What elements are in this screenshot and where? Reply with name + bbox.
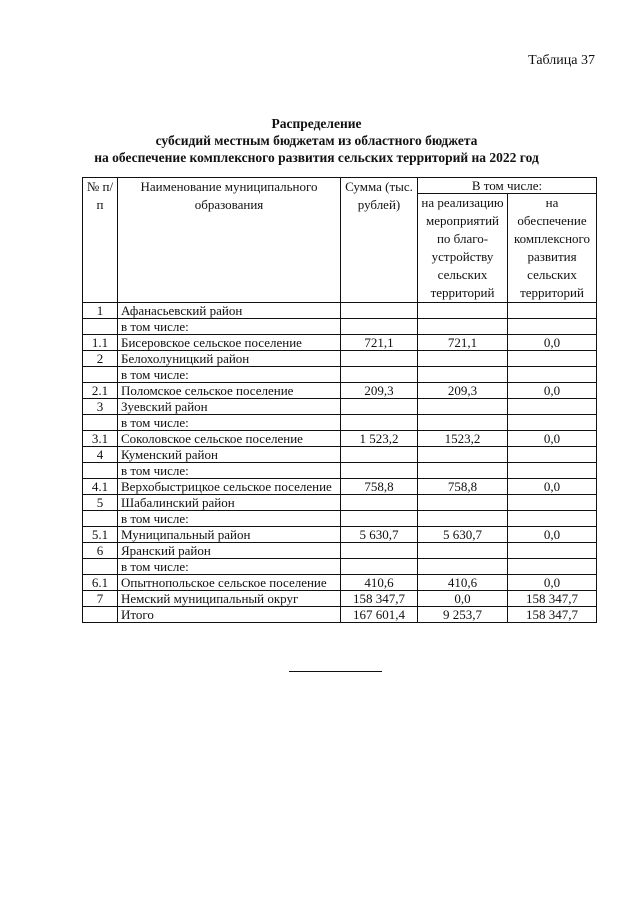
row-col-a	[418, 319, 508, 335]
end-divider-line	[289, 671, 382, 672]
row-col-a: 758,8	[418, 479, 508, 495]
row-col-b	[508, 463, 597, 479]
row-col-a: 5 630,7	[418, 527, 508, 543]
row-sum: 209,3	[341, 383, 418, 399]
row-col-b: 0,0	[508, 335, 597, 351]
row-name: в том числе:	[118, 463, 341, 479]
row-col-a: 209,3	[418, 383, 508, 399]
row-num	[83, 319, 118, 335]
row-col-b: 158 347,7	[508, 591, 597, 607]
row-col-a	[418, 351, 508, 367]
row-col-b	[508, 303, 597, 319]
row-col-a	[418, 447, 508, 463]
table-row	[83, 607, 597, 623]
table-number-label: Таблица 37	[528, 53, 595, 68]
header-name: Наименование муниципального образования	[118, 178, 341, 303]
row-col-a: 721,1	[418, 335, 508, 351]
table-row	[83, 559, 597, 575]
row-num	[83, 463, 118, 479]
row-name: Муниципальный район	[118, 527, 341, 543]
table-row	[83, 367, 597, 383]
row-sum: 1 523,2	[341, 431, 418, 447]
table-row	[83, 335, 597, 351]
title-line-3: на обеспечение комплексного развития сельских территорий на 2022 год	[94, 150, 539, 165]
header-col-b: на обеспечение комплексного развития сельских территорий	[508, 194, 597, 303]
row-col-b	[508, 447, 597, 463]
row-col-b	[508, 511, 597, 527]
row-name: Соколовское сельское поселение	[118, 431, 341, 447]
table-row	[83, 431, 597, 447]
table-row	[83, 351, 597, 367]
row-num: 5	[83, 495, 118, 511]
row-col-b	[508, 367, 597, 383]
row-sum	[341, 463, 418, 479]
table-row	[83, 527, 597, 543]
row-num: 3.1	[83, 431, 118, 447]
table-row	[83, 511, 597, 527]
row-sum	[341, 511, 418, 527]
row-name: Зуевский район	[118, 399, 341, 415]
table-row	[83, 575, 597, 591]
row-num	[83, 367, 118, 383]
row-sum: 158 347,7	[341, 591, 418, 607]
row-col-b	[508, 415, 597, 431]
row-name: Белохолуницкий район	[118, 351, 341, 367]
table-row	[83, 447, 597, 463]
row-sum: 721,1	[341, 335, 418, 351]
row-name: Немский муниципальный округ	[118, 591, 341, 607]
row-num: 1	[83, 303, 118, 319]
row-sum	[341, 415, 418, 431]
document-title	[0, 115, 633, 166]
row-name: Итого	[118, 607, 341, 623]
row-num	[83, 415, 118, 431]
row-num: 5.1	[83, 527, 118, 543]
row-col-a	[418, 559, 508, 575]
table-row	[83, 495, 597, 511]
row-col-a	[418, 463, 508, 479]
row-name: в том числе:	[118, 367, 341, 383]
row-num	[83, 607, 118, 623]
row-name: в том числе:	[118, 559, 341, 575]
row-name: Шабалинский район	[118, 495, 341, 511]
row-col-a: 1523,2	[418, 431, 508, 447]
row-col-a: 0,0	[418, 591, 508, 607]
row-col-a	[418, 367, 508, 383]
row-sum	[341, 303, 418, 319]
row-col-a	[418, 511, 508, 527]
row-col-a	[418, 399, 508, 415]
row-col-b	[508, 495, 597, 511]
row-name: Бисеровское сельское поселение	[118, 335, 341, 351]
row-col-b	[508, 399, 597, 415]
row-sum	[341, 319, 418, 335]
row-num: 1.1	[83, 335, 118, 351]
row-col-b: 158 347,7	[508, 607, 597, 623]
row-col-b: 0,0	[508, 527, 597, 543]
row-num: 6.1	[83, 575, 118, 591]
row-num: 3	[83, 399, 118, 415]
row-col-b: 0,0	[508, 575, 597, 591]
row-name: Поломское сельское поселение	[118, 383, 341, 399]
title-line-2: субсидий местным бюджетам из областного бюджета	[155, 133, 478, 148]
row-sum: 167 601,4	[341, 607, 418, 623]
table-row	[83, 303, 597, 319]
row-sum	[341, 447, 418, 463]
row-num: 4.1	[83, 479, 118, 495]
row-sum	[341, 351, 418, 367]
header-including: В том числе:	[418, 178, 597, 194]
table-row	[83, 383, 597, 399]
row-num: 2	[83, 351, 118, 367]
table-row	[83, 415, 597, 431]
row-col-b	[508, 351, 597, 367]
row-name: Опытнопольское сельское поселение	[118, 575, 341, 591]
row-col-b	[508, 543, 597, 559]
table-row	[83, 463, 597, 479]
row-col-a: 9 253,7	[418, 607, 508, 623]
row-col-a	[418, 303, 508, 319]
row-sum	[341, 559, 418, 575]
row-num: 6	[83, 543, 118, 559]
row-name: в том числе:	[118, 511, 341, 527]
table-row	[83, 399, 597, 415]
row-col-b: 0,0	[508, 431, 597, 447]
header-col-a: на реализацию мероприятий по благо-устройству сельских территорий	[418, 194, 508, 303]
table-row	[83, 319, 597, 335]
row-num	[83, 559, 118, 575]
row-name: в том числе:	[118, 319, 341, 335]
row-col-b: 0,0	[508, 383, 597, 399]
row-col-b	[508, 319, 597, 335]
row-sum: 758,8	[341, 479, 418, 495]
row-num: 2.1	[83, 383, 118, 399]
row-sum	[341, 495, 418, 511]
row-col-a: 410,6	[418, 575, 508, 591]
subsidy-table	[82, 177, 597, 623]
row-num	[83, 511, 118, 527]
row-name: Куменский район	[118, 447, 341, 463]
header-num: № п/п	[83, 178, 118, 303]
header-sum: Сумма (тыс. рублей)	[341, 178, 418, 303]
row-col-b	[508, 559, 597, 575]
row-name: Афанасьевский район	[118, 303, 341, 319]
row-num: 7	[83, 591, 118, 607]
row-name: в том числе:	[118, 415, 341, 431]
row-col-a	[418, 495, 508, 511]
row-col-a	[418, 415, 508, 431]
row-sum: 5 630,7	[341, 527, 418, 543]
table-row	[83, 591, 597, 607]
row-sum	[341, 399, 418, 415]
row-name: Яранский район	[118, 543, 341, 559]
title-line-1: Распределение	[271, 116, 362, 131]
row-sum	[341, 367, 418, 383]
table-row	[83, 479, 597, 495]
row-col-a	[418, 543, 508, 559]
row-name: Верхобыстрицкое сельское поселение	[118, 479, 341, 495]
row-sum	[341, 543, 418, 559]
row-col-b: 0,0	[508, 479, 597, 495]
row-sum: 410,6	[341, 575, 418, 591]
table-body	[83, 303, 597, 623]
row-num: 4	[83, 447, 118, 463]
table-row	[83, 543, 597, 559]
